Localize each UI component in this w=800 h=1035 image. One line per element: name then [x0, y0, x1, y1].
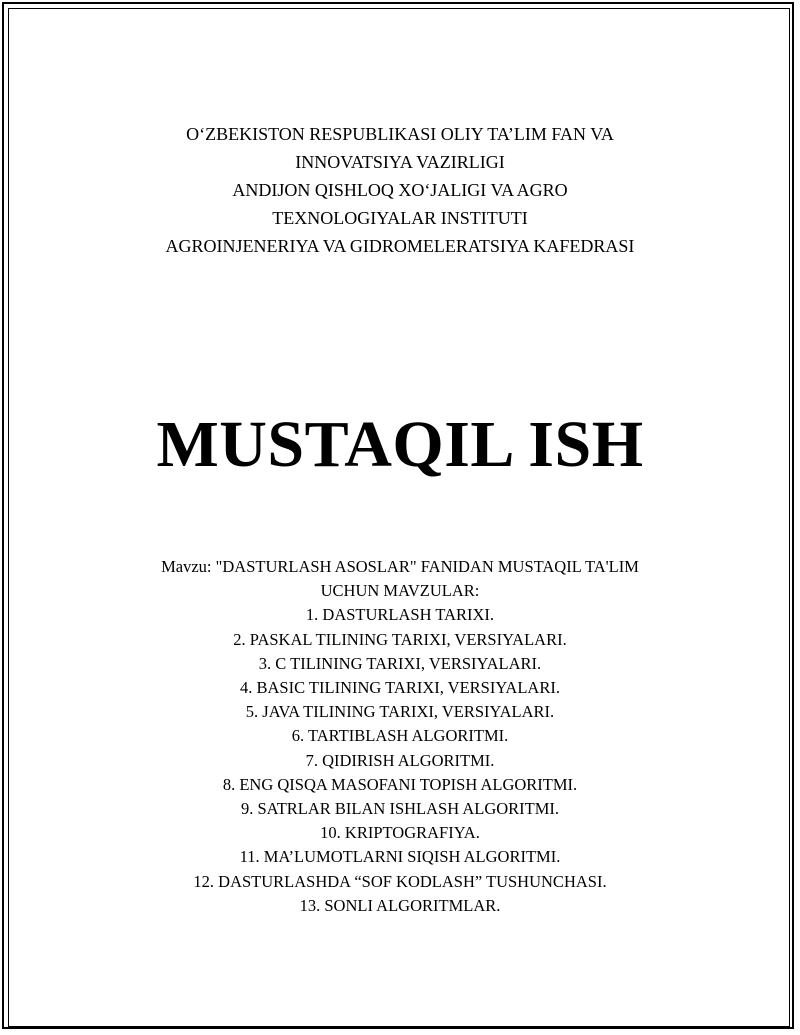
topic-item: 10. KRIPTOGRAFIYA.: [320, 823, 480, 843]
header-line: TEXNOLOGIYALAR INSTITUTI: [272, 208, 528, 228]
header-line: O‘ZBEKISTON RESPUBLIKASI OLIY TA’LIM FAN VA: [186, 124, 614, 144]
topics-list: [40, 555, 760, 918]
topic-item: 6. TARTIBLASH ALGORITMI.: [291, 726, 509, 746]
topic-item: 9. SATRLAR BILAN ISHLASH ALGORITMI.: [240, 799, 560, 819]
topic-item: 11. MA’LUMOTLARNI SIQISH ALGORITMI.: [239, 847, 561, 867]
document-title: MUSTAQIL ISH: [156, 408, 644, 481]
topic-item: 12. DASTURLASHDA “SOF KODLASH” TUSHUNCHASI.: [193, 871, 607, 891]
topic-intro-line: UCHUN MAVZULAR:: [320, 581, 480, 601]
topic-item: 4. BASIC TILINING TARIXI, VERSIYALARI.: [240, 678, 560, 698]
header-line: INNOVATSIYA VAZIRLIGI: [295, 152, 505, 172]
institution-header: [40, 120, 760, 260]
header-line: ANDIJON QISHLOQ XO‘JALIGI VA AGRO: [232, 180, 568, 200]
topic-item: 2. PASKAL TILINING TARIXI, VERSIYALARI.: [233, 629, 567, 649]
topic-item: 3. C TILINING TARIXI, VERSIYALARI.: [258, 653, 542, 673]
topic-item: 1. DASTURLASH TARIXI.: [305, 605, 495, 625]
header-line: AGROINJENERIYA VA GIDROMELERATSIYA KAFEDRASI: [165, 236, 635, 256]
topic-item: 7. QIDIRISH ALGORITMI.: [305, 750, 495, 770]
topic-item: 13. SONLI ALGORITMLAR.: [299, 895, 501, 915]
topic-item: 8. ENG QISQA MASOFANI TOPISH ALGORITMI.: [222, 774, 578, 794]
topic-intro-line: Mavzu: "DASTURLASH ASOSLAR" FANIDAN MUSTAQIL TA'LIM: [161, 557, 639, 576]
topic-item: 5. JAVA TILINING TARIXI, VERSIYALARI.: [245, 702, 555, 722]
